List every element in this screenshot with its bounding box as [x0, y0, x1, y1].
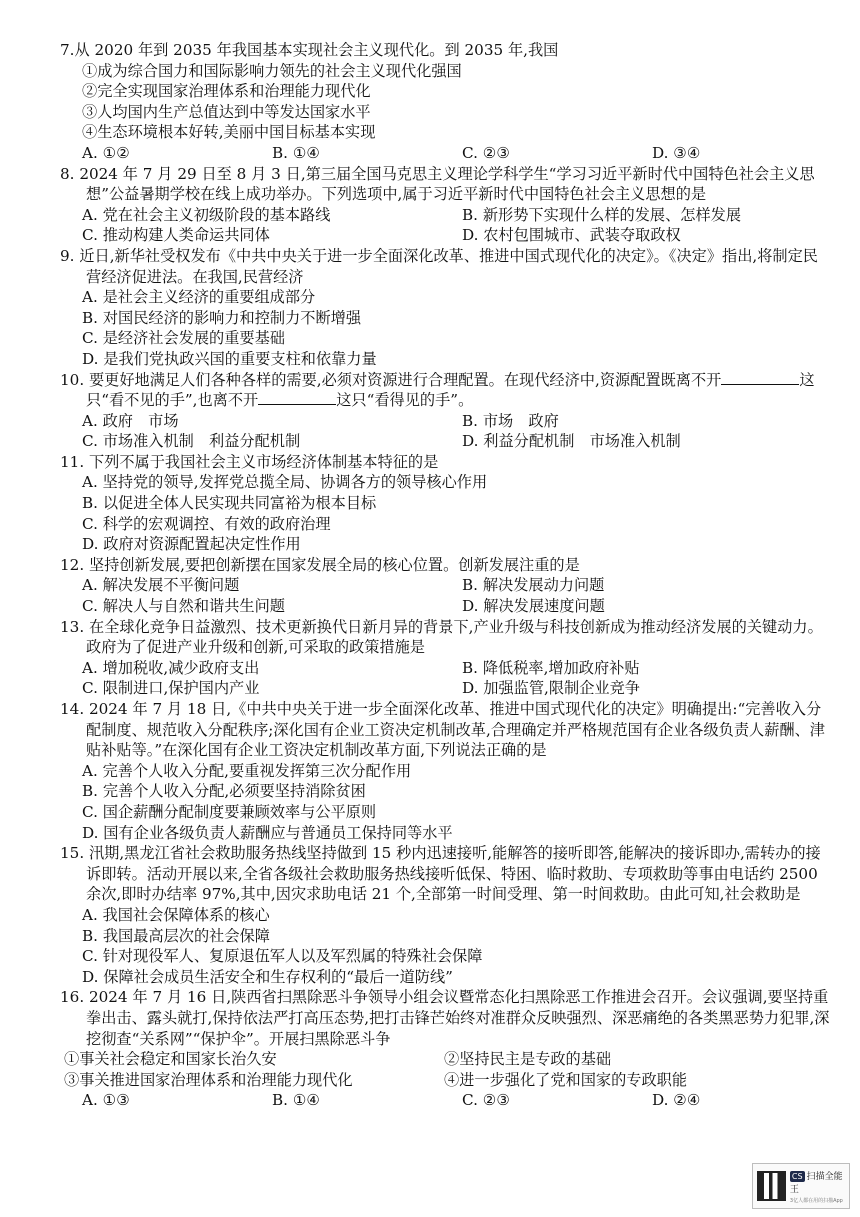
- question-14: [60, 699, 830, 843]
- badge-text: [790, 1169, 849, 1204]
- option-d: D. 保障社会成员生活安全和生存权利的“最后一道防线”: [82, 967, 453, 986]
- statement-item: ③人均国内生产总值达到中等发达国家水平: [82, 102, 371, 121]
- answer-blank: [721, 370, 799, 385]
- option-c: C. 解决人与自然和谐共生问题: [82, 597, 285, 616]
- option-b: B. 市场 政府: [462, 411, 559, 430]
- option-a: A. 我国社会保障体系的核心: [82, 905, 270, 924]
- badge-title: 扫描全能王: [789, 1171, 843, 1195]
- option-a: A. 坚持党的领导,发挥党总揽全局、协调各方的领导核心作用: [82, 473, 488, 492]
- question-15: [60, 843, 830, 987]
- option-c: C. 推动构建人类命运共同体: [82, 226, 270, 245]
- option-b: B. 解决发展动力问题: [462, 576, 605, 595]
- option-d: D. 政府对资源配置起决定性作用: [82, 535, 301, 554]
- option-b: B. 降低税率,增加政府补贴: [462, 658, 640, 677]
- statement-item: ①成为综合国力和国际影响力领先的社会主义现代化强国: [82, 61, 462, 80]
- question-7: [60, 40, 830, 164]
- statement-item: ②完全实现国家治理体系和治理能力现代化: [82, 82, 371, 101]
- option-a: A. 完善个人收入分配,要重视发挥第三次分配作用: [82, 761, 412, 780]
- option-d: D. 解决发展速度问题: [462, 597, 605, 616]
- scanner-watermark-badge: [752, 1163, 850, 1209]
- exam-page: [60, 40, 830, 1111]
- question-stem: 9. 近日,新华社受权发布《中共中央关于进一步全面深化改革、推进中国式现代化的决定》。《决定》指出,将制定民营经济促进法。在我国,民营经济: [60, 246, 818, 286]
- statement-item: ③事关推进国家治理体系和治理能力现代化: [64, 1070, 353, 1089]
- option-c: C. ②③: [462, 1091, 510, 1110]
- question-stem: 11. 下列不属于我国社会主义市场经济体制基本特征的是: [60, 452, 439, 471]
- stem-part: 10. 要更好地满足人们各种各样的需要,必须对资源进行合理配置。在现代经济中,资源配置既离不开: [60, 370, 722, 389]
- option-a: A. 解决发展不平衡问题: [82, 576, 240, 595]
- option-c: C. 是经济社会发展的重要基础: [82, 329, 285, 348]
- option-b: B. 完善个人收入分配,必须要坚持消除贫困: [82, 782, 366, 801]
- statement-grid: [60, 1049, 830, 1090]
- option-a: A. 党在社会主义初级阶段的基本路线: [82, 205, 331, 224]
- question-10: [60, 370, 830, 452]
- options-grid: [60, 575, 830, 616]
- question-16: [60, 987, 830, 1111]
- options-grid: [60, 658, 830, 699]
- question-8: [60, 164, 830, 246]
- option-c: C. 针对现役军人、复原退伍军人以及军烈属的特殊社会保障: [82, 947, 483, 966]
- cs-logo-icon: CS: [791, 1171, 803, 1181]
- options-row: [60, 143, 830, 164]
- option-a: A. ①③: [82, 1091, 130, 1110]
- question-12: [60, 555, 830, 617]
- options-row: [60, 1090, 830, 1111]
- option-b: B. 我国最高层次的社会保障: [82, 926, 270, 945]
- option-a: A. ①②: [82, 143, 130, 162]
- option-d: D. 是我们党执政兴国的重要支柱和依靠力量: [82, 349, 377, 368]
- question-13: [60, 617, 830, 699]
- question-stem: 13. 在全球化竞争日益激烈、技术更新换代日新月异的背景下,产业升级与科技创新成为推动经济发展的关键动力。政府为了促进产业升级和创新,可采取的政策措施是: [60, 617, 823, 657]
- question-stem: 12. 坚持创新发展,要把创新摆在国家发展全局的核心位置。创新发展注重的是: [60, 555, 580, 574]
- statement-item: ④生态环境根本好转,美丽中国目标基本实现: [82, 123, 376, 142]
- option-d: D. 国有企业各级负责人薪酬应与普通员工保持同等水平: [82, 823, 453, 842]
- question-9: [60, 246, 830, 370]
- badge-subtitle: 3亿人都在用的扫描App: [789, 1197, 843, 1204]
- option-c: C. 限制进口,保护国内产业: [82, 679, 260, 698]
- option-b: B. 新形势下实现什么样的发展、怎样发展: [462, 205, 742, 224]
- question-11: [60, 452, 830, 555]
- question-stem: [60, 370, 830, 411]
- statement-item: ①事关社会稳定和国家长治久安: [64, 1050, 277, 1069]
- option-c: C. 市场准入机制 利益分配机制: [82, 432, 301, 451]
- option-d: D. 利益分配机制 市场准入机制: [462, 432, 681, 451]
- options-grid: [60, 411, 830, 452]
- option-d: D. 农村包围城市、武装夺取政权: [462, 226, 681, 245]
- option-b: B. ①④: [272, 1091, 321, 1110]
- option-c: C. ②③: [462, 143, 510, 162]
- option-a: A. 是社会主义经济的重要组成部分: [82, 288, 316, 307]
- stem-part: 这只“看得见的手”。: [336, 391, 474, 410]
- answer-blank: [258, 390, 336, 405]
- qr-code-icon: [757, 1171, 786, 1201]
- question-stem: 15. 汛期,黑龙江省社会救助服务热线坚持做到 15 秒内迅速接听,能解答的接听即答,能解决的接诉即办,需转办的接诉即转。活动开展以来,全省各级社会救助服务热线接听低保、特困、临时救助、专项救助等事由电话约 2500 余次,即时办结率 97%,其中,因灾求助电话 21 个,全部第一时间受理、第一时间救助。由此可知,社会救助是: [60, 844, 821, 904]
- option-d: D. ②④: [652, 1091, 701, 1110]
- option-c: C. 科学的宏观调控、有效的政府治理: [82, 514, 331, 533]
- stem-part: 这只“看不见的手”,也离不开: [86, 370, 815, 410]
- option-d: D. ③④: [652, 143, 701, 162]
- statement-item: ②坚持民主是专政的基础: [444, 1050, 612, 1069]
- option-c: C. 国企薪酬分配制度要兼顾效率与公平原则: [82, 802, 377, 821]
- question-stem: 8. 2024 年 7 月 29 日至 8 月 3 日,第三届全国马克思主义理论学科学生“学习习近平新时代中国特色社会主义思想”公益暑期学校在线上成功举办。下列选项中,属于习近平新时代中国特色社会主义思想的是: [60, 164, 815, 204]
- option-a: A. 增加税收,减少政府支出: [82, 658, 260, 677]
- options-grid: [60, 205, 830, 246]
- question-stem: 14. 2024 年 7 月 18 日,《中共中央关于进一步全面深化改革、推进中国式现代化的决定》明确提出:“完善收入分配制度、规范收入分配秩序;深化国有企业工资决定机制改革,合理确定并严格规范国有企业各级负责人薪酬、津贴补贴等。”在深化国有企业工资决定机制改革方面,下列说法正确的是: [60, 700, 825, 760]
- option-a: A. 政府 市场: [82, 411, 179, 430]
- option-d: D. 加强监管,限制企业竞争: [462, 679, 640, 698]
- option-b: B. ①④: [272, 143, 321, 162]
- statement-item: ④进一步强化了党和国家的专政职能: [444, 1070, 687, 1089]
- option-b: B. 以促进全体人民实现共同富裕为根本目标: [82, 494, 377, 513]
- option-b: B. 对国民经济的影响力和控制力不断增强: [82, 308, 362, 327]
- question-stem: 16. 2024 年 7 月 16 日,陕西省扫黑除恶斗争领导小组会议暨常态化扫黑除恶工作推进会召开。会议强调,要坚持重拳出击、露头就打,保持依法严打高压态势,把打击锋芒始终对准群众反映强烈、深恶痛绝的各类黑恶势力犯罪,深挖彻查“关系网”“保护伞”。开展扫黑除恶斗争: [60, 988, 830, 1048]
- question-stem: 7.从 2020 年到 2035 年我国基本实现社会主义现代化。到 2035 年,我国: [60, 41, 559, 59]
